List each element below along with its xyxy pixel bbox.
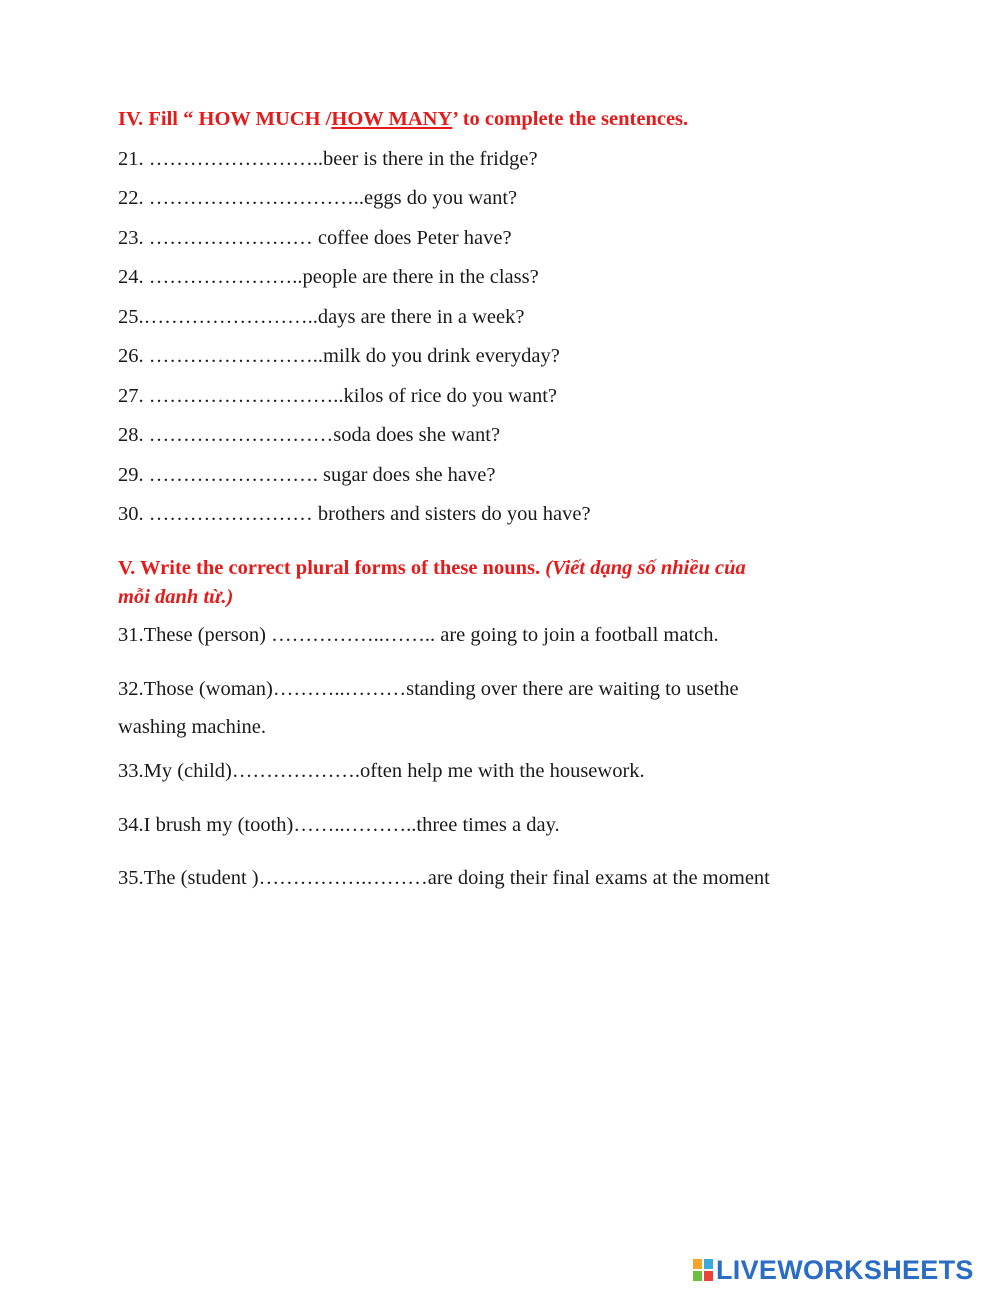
question-34: 34.I brush my (tooth)……..………..three times a day. (118, 814, 560, 836)
question-32: 32.Those (woman)………..………standing over there are waiting to usethe (118, 678, 739, 700)
question-21: 21. ……………………..beer is there in the fridge? (118, 148, 538, 170)
question-35: 35.The (student )…………….………are doing their final exams at the moment (118, 867, 770, 889)
question-27: 27. ………………………..kilos of rice do you want? (118, 385, 557, 407)
question-29: 29. ……………………. sugar does she have? (118, 464, 496, 486)
logo-text: LIVEWORKSHEETS (716, 1255, 974, 1285)
liveworksheets-logo (692, 1256, 974, 1284)
question-33: 33.My (child)……………….often help me with the housework. (118, 760, 645, 782)
section-4-heading: IV. Fill “ HOW MUCH /HOW MANY’ to complete the sentences. (118, 108, 689, 130)
question-25: 25.……………………..days are there in a week? (118, 306, 525, 328)
question-28: 28. ………………………soda does she want? (118, 424, 501, 446)
question-24: 24. …………………..people are there in the class? (118, 266, 539, 288)
section-5-heading-line2: mỗi danh từ.) (118, 586, 234, 608)
question-22: 22. …………………………..eggs do you want? (118, 187, 518, 209)
section-5-subtitle: (Viết dạng số nhiều của (545, 557, 746, 579)
question-30: 30. …………………… brothers and sisters do you have? (118, 503, 591, 525)
question-31: 31.These (person) ……………..…….. are going to join a football match. (118, 624, 719, 646)
question-23: 23. …………………… coffee does Peter have? (118, 227, 512, 249)
liveworksheets-blocks-icon (692, 1258, 714, 1282)
section-5-heading: V. Write the correct plural forms of these nouns. (Viết dạng số nhiều của (118, 557, 746, 579)
how-many-underlined: HOW MANY (331, 108, 453, 130)
question-26: 26. ……………………..milk do you drink everyday? (118, 345, 560, 367)
question-32-continued: washing machine. (118, 716, 267, 738)
